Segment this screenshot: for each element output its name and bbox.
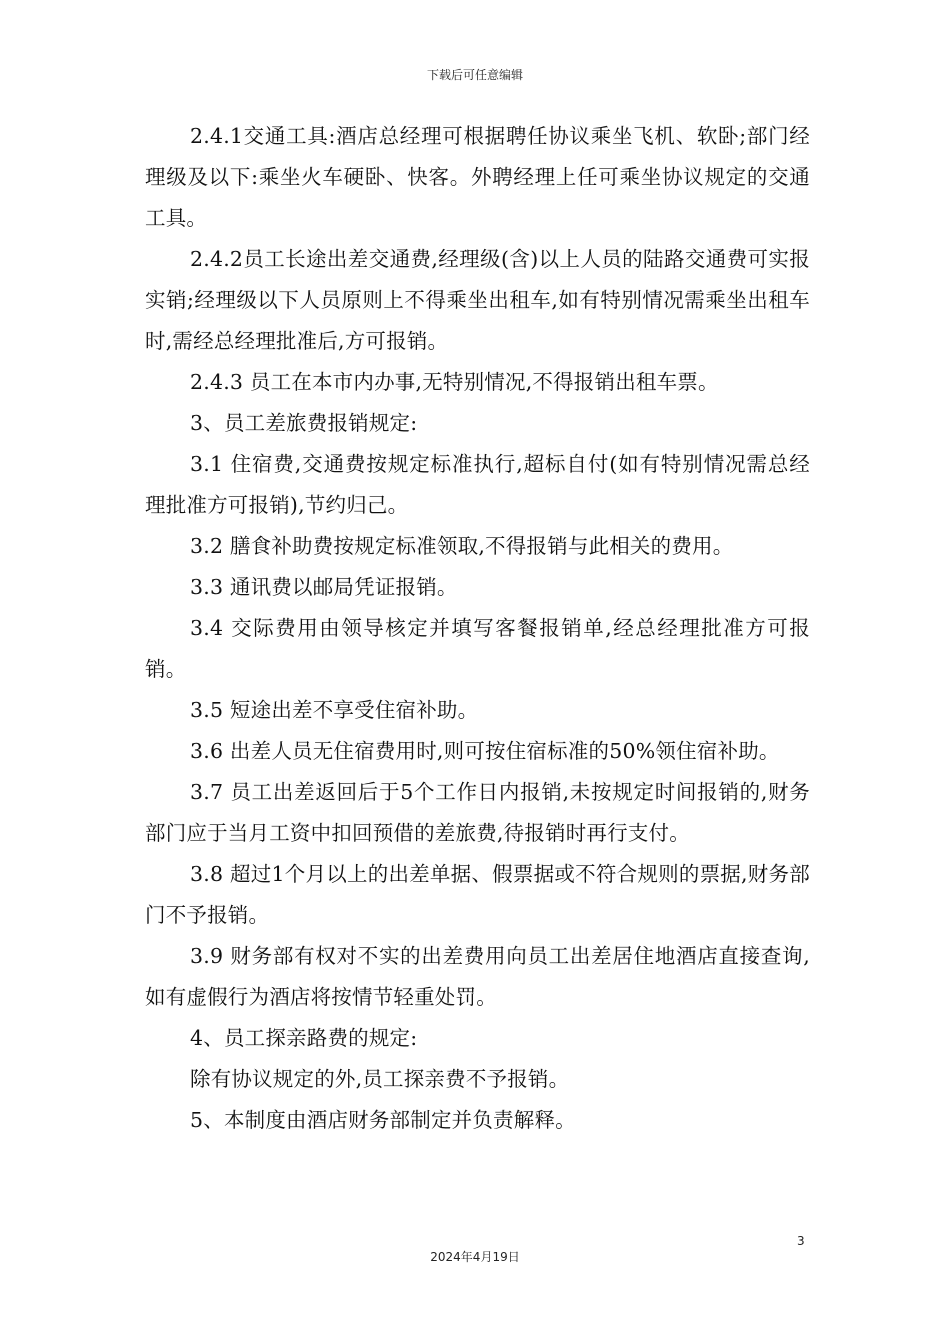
paragraph-2-4-3: 2.4.3 员工在本市内办事,无特别情况,不得报销出租车票。 bbox=[190, 370, 719, 394]
paragraph-2-4-2: 2.4.2员工长途出差交通费,经理级(含)以上人员的陆路交通费可实报实销;经理级以下人员原则上不得乘坐出租车,如有特别情况需乘坐出租车时,需经总经理批准后,方可报销。 bbox=[145, 247, 810, 353]
footer-date: 2024年4月19日 bbox=[430, 1250, 520, 1264]
paragraph-3-2: 3.2 膳食补助费按规定标准领取,不得报销与此相关的费用。 bbox=[190, 534, 734, 558]
paragraph-3-5: 3.5 短途出差不享受住宿补助。 bbox=[190, 698, 479, 722]
section-heading-4: 4、员工探亲路费的规定: bbox=[190, 1026, 418, 1050]
paragraph-3-4: 3.4 交际费用由领导核定并填写客餐报销单,经总经理批准方可报销。 bbox=[145, 616, 810, 681]
paragraph-3-6: 3.6 出差人员无住宿费用时,则可按住宿标准的50%领住宿补助。 bbox=[190, 739, 780, 763]
paragraph-3-7: 3.7 员工出差返回后于5个工作日内报销,未按规定时间报销的,财务部门应于当月工资中扣回预借的差旅费,待报销时再行支付。 bbox=[145, 780, 810, 845]
paragraph-3-8: 3.8 超过1个月以上的出差单据、假票据或不符合规则的票据,财务部门不予报销。 bbox=[145, 862, 810, 927]
document-body bbox=[145, 116, 810, 1141]
page-number: 3 bbox=[797, 1234, 805, 1248]
paragraph-4-body: 除有协议规定的外,员工探亲费不予报销。 bbox=[190, 1067, 570, 1091]
section-heading-3: 3、员工差旅费报销规定: bbox=[190, 411, 418, 435]
section-heading-5: 5、本制度由酒店财务部制定并负责解释。 bbox=[190, 1108, 576, 1132]
page-header: 下载后可任意编辑 bbox=[426, 68, 523, 82]
paragraph-3-3: 3.3 通讯费以邮局凭证报销。 bbox=[190, 575, 458, 599]
paragraph-3-9: 3.9 财务部有权对不实的出差费用向员工出差居住地酒店直接查询,如有虚假行为酒店将按情节轻重处罚。 bbox=[145, 944, 810, 1009]
paragraph-2-4-1: 2.4.1交通工具:酒店总经理可根据聘任协议乘坐飞机、软卧;部门经理级及以下:乘坐火车硬卧、快客。外聘经理上任可乘坐协议规定的交通工具。 bbox=[145, 124, 810, 230]
paragraph-3-1: 3.1 住宿费,交通费按规定标准执行,超标自付(如有特别情况需总经理批准方可报销),节约归己。 bbox=[145, 452, 810, 517]
